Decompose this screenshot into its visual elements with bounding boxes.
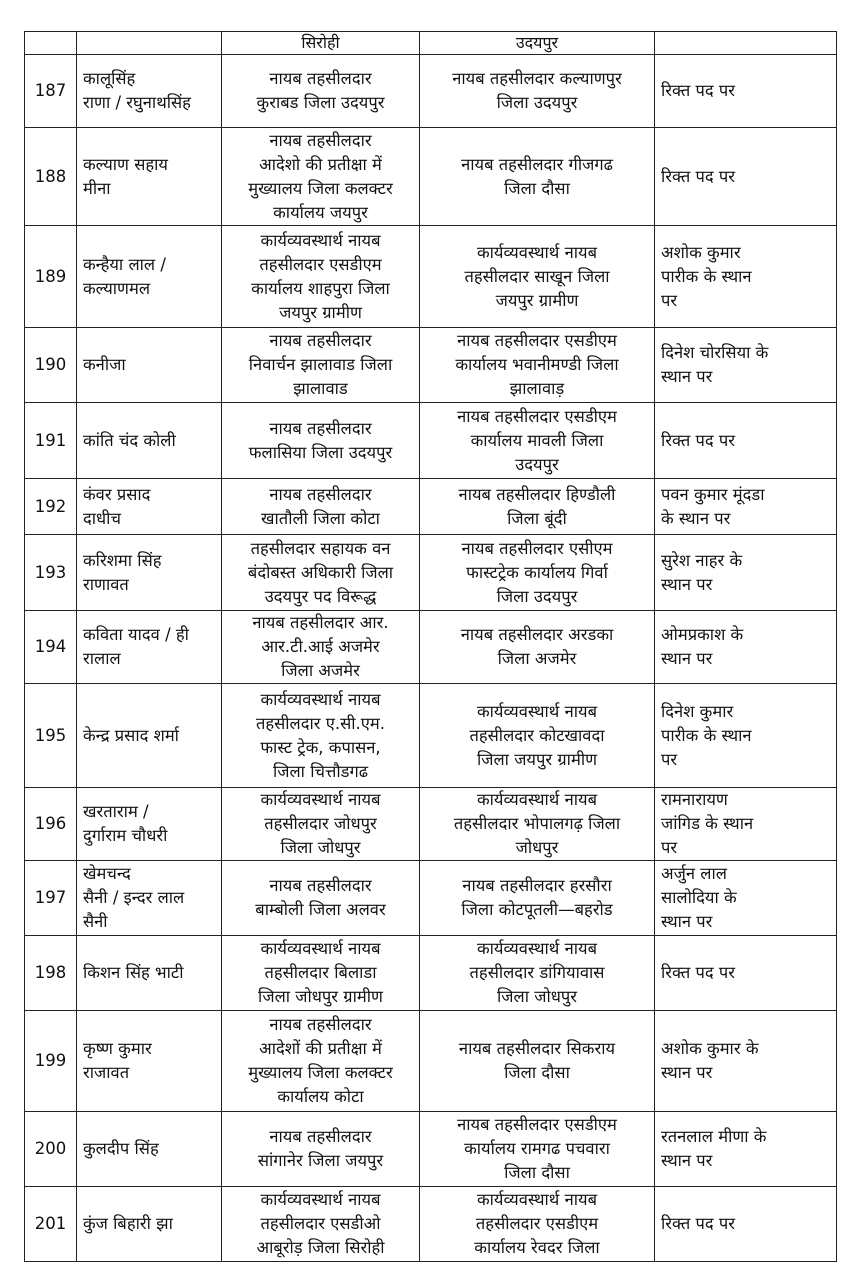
remark-cell <box>655 328 837 403</box>
table-row <box>25 403 837 479</box>
employee-name: खरताराम / दुर्गाराम चौधरी <box>83 802 168 845</box>
current-posting: नायब तहसीलदार आदेशो की प्रतीक्षा में मुख्यालय जिला कलक्टर कार्यालय जयपुर <box>248 130 393 222</box>
header-row <box>25 32 837 55</box>
current-posting-cell <box>222 1011 420 1112</box>
row-number: 194 <box>34 637 67 656</box>
header-cell-remark <box>655 32 837 55</box>
new-posting: कार्यव्यवस्थार्थ नायब तहसीलदार डांगियावास जिला जोधपुर <box>469 939 605 1006</box>
remark: पवन कुमार मूंदडा के स्थान पर <box>661 484 765 528</box>
employee-name-cell <box>77 788 222 861</box>
header-cell-no <box>25 32 77 55</box>
remark-cell <box>655 403 837 479</box>
employee-name-cell <box>77 535 222 611</box>
table-row <box>25 535 837 611</box>
remark-cell <box>655 1187 837 1262</box>
table-row <box>25 684 837 788</box>
employee-name: खेमचन्द सैनी / इन्दर लाल सैनी <box>83 864 185 931</box>
table-row <box>25 226 837 328</box>
employee-name: कृष्ण कुमार राजावत <box>83 1039 152 1082</box>
current-posting-cell <box>222 611 420 684</box>
new-posting-cell <box>420 1011 655 1112</box>
new-posting: नायब तहसीलदार हिण्डौली जिला बूंदी <box>458 484 616 528</box>
row-number-cell <box>25 861 77 936</box>
new-posting-cell <box>420 684 655 788</box>
row-number: 200 <box>34 1139 67 1158</box>
row-number: 189 <box>34 266 67 286</box>
row-number: 198 <box>34 963 67 982</box>
new-posting: नायब तहसीलदार एसडीएम कार्यालय रामगढ पचवारा जिला दौसा <box>457 1115 617 1182</box>
employee-name: कल्याण सहाय मीना <box>83 154 168 198</box>
row-number: 197 <box>34 888 67 907</box>
table-row <box>25 479 837 535</box>
employee-name: कंवर प्रसाद दाधीच <box>83 484 151 528</box>
current-posting-cell <box>222 328 420 403</box>
current-posting-cell <box>222 1187 420 1262</box>
new-posting-cell <box>420 788 655 861</box>
current-posting-cell <box>222 788 420 861</box>
row-number-cell <box>25 226 77 328</box>
current-posting: कार्यव्यवस्थार्थ नायब तहसीलदार एसडीएम कार्यालय शाहपुरा जिला जयपुर ग्रामीण <box>251 230 390 322</box>
header-cell-name <box>77 32 222 55</box>
current-posting: कार्यव्यवस्थार्थ नायब तहसीलदार ए.सी.एम. फास्ट ट्रेक, कपासन, जिला चित्तौडगढ <box>255 689 386 781</box>
employee-name-cell <box>77 1187 222 1262</box>
employee-name-cell <box>77 55 222 128</box>
employee-name: कन्हैया लाल / कल्याणमल <box>83 254 166 298</box>
row-number-cell <box>25 1187 77 1262</box>
current-posting-cell <box>222 128 420 226</box>
new-posting-cell <box>420 535 655 611</box>
employee-name-cell <box>77 128 222 226</box>
row-number: 193 <box>34 562 67 582</box>
new-posting: नायब तहसीलदार सिकराय जिला दौसा <box>458 1039 616 1082</box>
current-posting: नायब तहसीलदार फलासिया जिला उदयपुर <box>248 418 393 462</box>
employee-name-cell <box>77 861 222 936</box>
remark: रिक्त पद पर <box>661 81 736 100</box>
table-row <box>25 936 837 1011</box>
current-posting-cell <box>222 936 420 1011</box>
new-posting-cell <box>420 1112 655 1187</box>
new-posting-cell <box>420 936 655 1011</box>
current-posting: नायब तहसीलदार कुराबड जिला उदयपुर <box>256 69 385 112</box>
table-row <box>25 788 837 861</box>
remark-cell <box>655 861 837 936</box>
row-number-cell <box>25 479 77 535</box>
current-posting-cell <box>222 55 420 128</box>
current-posting: नायब तहसीलदार निवार्चन झालावाड जिला झालावाड <box>248 331 393 398</box>
table-row <box>25 1112 837 1187</box>
row-number: 188 <box>34 166 67 186</box>
new-posting: कार्यव्यवस्थार्थ नायब तहसीलदार कोटखावदा जिला जयपुर ग्रामीण <box>469 701 605 769</box>
new-posting-cell <box>420 55 655 128</box>
remark-cell <box>655 479 837 535</box>
current-posting-cell <box>222 861 420 936</box>
new-posting: नायब तहसीलदार कल्याणपुर जिला उदयपुर <box>452 69 622 112</box>
employee-name: केन्द्र प्रसाद शर्मा <box>83 725 179 745</box>
remark: दिनेश चोरसिया के स्थान पर <box>661 343 769 386</box>
remark: अशोक कुमार के स्थान पर <box>661 1039 759 1082</box>
remark-cell <box>655 128 837 226</box>
remark: रामनारायण जांगिड के स्थान पर <box>661 790 754 857</box>
current-posting: नायब तहसीलदार बाम्बोली जिला अलवर <box>255 876 386 919</box>
employee-name-cell <box>77 328 222 403</box>
current-posting: तहसीलदार सहायक वन बंदोबस्त अधिकारी जिला उदयपुर पद विरूद्ध <box>247 538 394 606</box>
remark-cell <box>655 1011 837 1112</box>
employee-name-cell <box>77 611 222 684</box>
remark-cell <box>655 55 837 128</box>
row-number-cell <box>25 788 77 861</box>
row-number-cell <box>25 128 77 226</box>
row-number: 201 <box>34 1214 67 1233</box>
transfer-table <box>24 31 837 1262</box>
current-posting: कार्यव्यवस्थार्थ नायब तहसीलदार बिलाडा जिला जोधपुर ग्रामीण <box>258 939 383 1006</box>
employee-name: कांति चंद कोली <box>83 430 176 450</box>
new-posting: नायब तहसीलदार एसीएम फास्टट्रेक कार्यालय गिर्वा जिला उदयपुर <box>461 538 613 606</box>
table-row <box>25 611 837 684</box>
employee-name: कुंज बिहारी झा <box>83 1214 173 1233</box>
employee-name-cell <box>77 226 222 328</box>
current-posting: नायब तहसीलदार आर. आर.टी.आई अजमेर जिला अजमेर <box>252 613 389 680</box>
employee-name-cell <box>77 1112 222 1187</box>
employee-name-cell <box>77 936 222 1011</box>
new-posting: नायब तहसीलदार अरडका जिला अजमेर <box>460 625 614 668</box>
new-posting: कार्यव्यवस्थार्थ नायब तहसीलदार एसडीएम कार्यालय रेवदर जिला <box>474 1190 600 1257</box>
row-number-cell <box>25 936 77 1011</box>
new-posting-cell <box>420 861 655 936</box>
row-number-cell <box>25 403 77 479</box>
remark: अशोक कुमार पारीक के स्थान पर <box>661 242 752 310</box>
current-posting: नायब तहसीलदार सांगानेर जिला जयपुर <box>257 1127 384 1170</box>
remark: रिक्त पद पर <box>661 430 736 450</box>
employee-name: कालूसिंह राणा / रघुनाथसिंह <box>83 69 191 112</box>
table-row <box>25 328 837 403</box>
table-row <box>25 128 837 226</box>
new-posting: नायब तहसीलदार एसडीएम कार्यालय मावली जिला उदयपुर <box>457 406 617 474</box>
new-posting-cell <box>420 403 655 479</box>
row-number-cell <box>25 684 77 788</box>
remark-cell <box>655 611 837 684</box>
current-posting: कार्यव्यवस्थार्थ नायब तहसीलदार जोधपुर जिला जोधपुर <box>260 790 381 857</box>
row-number-cell <box>25 1011 77 1112</box>
employee-name-cell <box>77 1011 222 1112</box>
table-row <box>25 1011 837 1112</box>
row-number: 191 <box>34 430 67 450</box>
remark-cell <box>655 684 837 788</box>
employee-name-cell <box>77 403 222 479</box>
row-number-cell <box>25 611 77 684</box>
employee-name: करिशमा सिंह राणावत <box>83 550 162 594</box>
new-posting-cell <box>420 1187 655 1262</box>
employee-name: कनीजा <box>83 355 126 374</box>
new-posting: नायब तहसीलदार हरसौरा जिला कोटपूतली—बहरोड <box>461 876 613 919</box>
employee-name: कुलदीप सिंह <box>83 1139 159 1158</box>
remark-cell <box>655 936 837 1011</box>
remark: रिक्त पद पर <box>661 963 736 982</box>
new-posting-cell <box>420 128 655 226</box>
remark-cell <box>655 535 837 611</box>
remark-cell <box>655 226 837 328</box>
table-row <box>25 861 837 936</box>
row-number-cell <box>25 535 77 611</box>
new-posting: नायब तहसीलदार गीजगढ जिला दौसा <box>461 154 613 198</box>
row-number: 199 <box>34 1051 67 1070</box>
current-posting-cell <box>222 403 420 479</box>
employee-name-cell <box>77 479 222 535</box>
employee-name: किशन सिंह भाटी <box>83 963 184 982</box>
new-posting-cell <box>420 226 655 328</box>
row-number: 187 <box>34 81 67 100</box>
current-posting-cell <box>222 684 420 788</box>
new-posting: कार्यव्यवस्थार्थ नायब तहसीलदार साखून जिला जयपुर ग्रामीण <box>464 242 610 310</box>
remark: रिक्त पद पर <box>661 1214 736 1233</box>
current-posting-cell <box>222 226 420 328</box>
new-posting-cell <box>420 611 655 684</box>
row-number-cell <box>25 328 77 403</box>
current-posting-cell <box>222 1112 420 1187</box>
row-number: 196 <box>34 814 67 833</box>
current-posting: कार्यव्यवस्थार्थ नायब तहसीलदार एसडीओ आबूरोड़ जिला सिरोही <box>256 1190 385 1257</box>
remark: अर्जुन लाल सालोदिया के स्थान पर <box>661 864 737 931</box>
new-posting-cell <box>420 479 655 535</box>
row-number-cell <box>25 55 77 128</box>
remark: सुरेश नाहर के स्थान पर <box>661 550 743 594</box>
remark-cell <box>655 788 837 861</box>
table-row <box>25 1187 837 1262</box>
remark: दिनेश कुमार पारीक के स्थान पर <box>661 701 752 769</box>
row-number: 195 <box>34 725 67 745</box>
new-posting-cell <box>420 328 655 403</box>
remark: ओमप्रकाश के स्थान पर <box>661 625 744 668</box>
employee-name: कविता यादव / ही रालाल <box>83 625 189 668</box>
header-cell-from: सिरोही <box>222 32 420 55</box>
table-row <box>25 55 837 128</box>
header-cell-to: उदयपुर <box>420 32 655 55</box>
new-posting: नायब तहसीलदार एसडीएम कार्यालय भवानीमण्डी जिला झालावाड़ <box>455 331 619 398</box>
remark: रिक्त पद पर <box>661 166 736 186</box>
row-number-cell <box>25 1112 77 1187</box>
current-posting: नायब तहसीलदार खातौली जिला कोटा <box>261 484 380 528</box>
row-number: 190 <box>34 355 67 374</box>
current-posting-cell <box>222 479 420 535</box>
current-posting: नायब तहसीलदार आदेशों की प्रतीक्षा में मुख्यालय जिला कलक्टर कार्यालय कोटा <box>248 1015 393 1106</box>
employee-name-cell <box>77 684 222 788</box>
remark-cell <box>655 1112 837 1187</box>
row-number: 192 <box>34 496 67 516</box>
new-posting: कार्यव्यवस्थार्थ नायब तहसीलदार भोपालगढ़ जिला जोधपुर <box>453 790 621 857</box>
remark: रतनलाल मीणा के स्थान पर <box>661 1127 767 1170</box>
current-posting-cell <box>222 535 420 611</box>
